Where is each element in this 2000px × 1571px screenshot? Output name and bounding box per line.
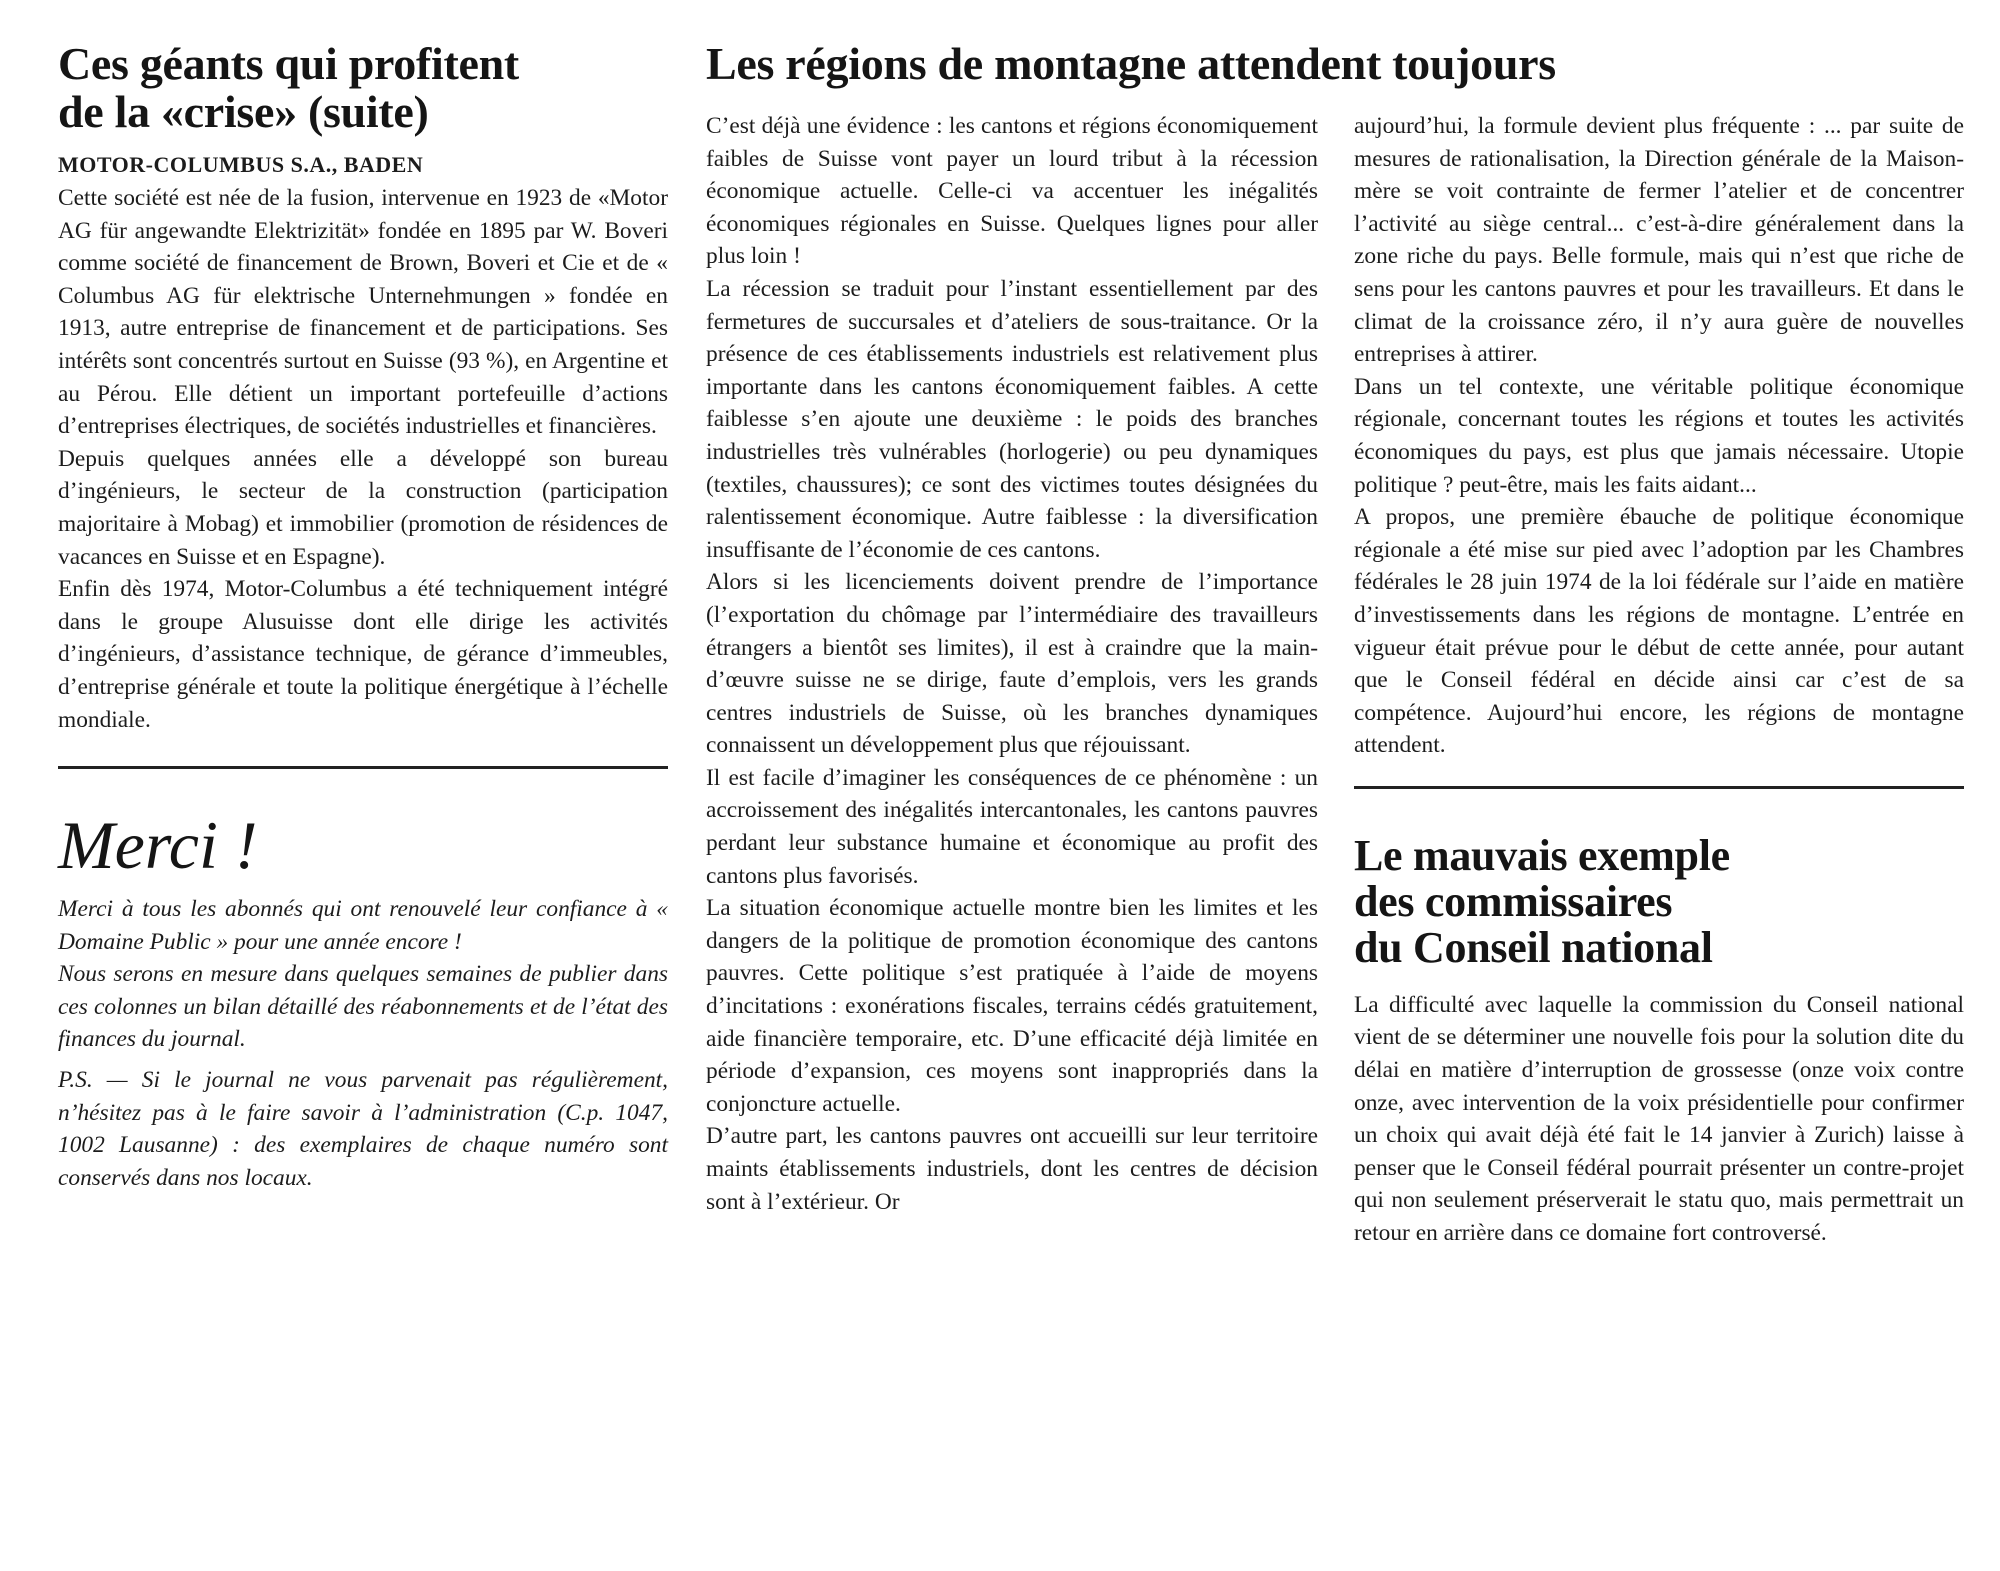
montagne-headline: Les régions de montagne attendent toujours (706, 38, 1556, 89)
montagne-paragraph-1: C’est déjà une évidence : les cantons et régions économiquement faibles de Suisse vont payer un lourd tribut à la récession économique actuelle. Celle-ci va accentuer les inégalités économiques régionales en Suisse. Quelques lignes pour aller plus loin ! (706, 113, 1318, 270)
conseil-paragraph: La difficulté avec laquelle la commission du Conseil national vient de se déterminer une nouvelle fois pour la solution dite du délai en matière d’interruption de grossesse (onze voix contre onze, avec intervention de la voix présidentielle pour confirmer un choix qui avait déjà été fait le 14 janvier à Zurich) laisse à penser que le Conseil fédéral pourrait présenter un contre-projet qui non seulement préserverait le statu quo, mais permettrait un retour en arrière dans ce domaine fort controversé. (1354, 991, 1964, 1247)
motor-columbus-subhead: MOTOR-COLUMBUS S.A., BADEN (58, 152, 424, 177)
merci-paragraph-2: Nous serons en mesure dans quelques semaines de publier dans ces colonnes un bilan détaillé des réabonnements et de l’état des finances du journal. (58, 961, 668, 1053)
geants-paragraph-3: Enfin dès 1974, Motor-Columbus a été techniquement intégré dans le groupe Alusuisse dont elle dirige les activités d’ingénieurs, d’assistance technique, de gérance d’immeubles, d’entreprise générale et toute la politique énergétique à l’échelle mondiale. (58, 576, 668, 733)
montagne-body-middle (706, 110, 1318, 1218)
conseil-headline-line1: Le mauvais exemple (1354, 830, 1730, 880)
geants-headline-line1: Ces géants qui profitent (58, 38, 519, 89)
merci-title: Merci ! (58, 807, 258, 884)
section-divider-left (58, 766, 668, 769)
geants-paragraph-2: Depuis quelques années elle a développé son bureau d’ingénieurs, le secteur de la construction (participation majoritaire à Mobag) et immobilier (promotion de résidences de vacances en Suisse et en Espagne). (58, 445, 668, 570)
merci-postscript: P.S. — Si le journal ne vous parvenait pas régulièrement, n’hésitez pas à le faire savoir à l’administration (C.p. 1047, 1002 Lausanne) : des exemplaires de chaque numéro sont conservés dans nos locaux. (58, 1067, 668, 1191)
montagne-paragraph-3: Alors si les licenciements doivent prendre de l’importance (l’exportation du chômage par l’intermédiaire des travailleurs étrangers a bientôt ses limites), il est à craindre que la main-d’œuvre suisse ne se dirige, faute d’emplois, vers les grands centres industriels de Suisse, où les branches dynamiques connaissent un développement plus que réjouissant. (706, 569, 1318, 759)
geants-headline-line2: de la «crise» (suite) (58, 86, 429, 137)
right-column (1354, 38, 1964, 1250)
montagne-paragraph-6: D’autre part, les cantons pauvres ont accueilli sur leur territoire maints établissements industriels, dont les centres de décision sont à l’extérieur. Or (706, 1123, 1318, 1215)
section-divider-right (1354, 786, 1964, 789)
conseil-headline-line2: des commissaires (1354, 876, 1673, 926)
montagne-paragraph-7: aujourd’hui, la formule devient plus fréquente : ... par suite de mesures de rationalisation, la Direction générale de la Maison-mère se voit contrainte de fermer l’atelier et de concentrer l’activité au siège central... c’est-à-dire généralement dans la zone riche du pays. Belle formule, mais qui n’est que riche de sens pour les cantons pauvres et pour les travailleurs. Et dans le climat de la croissance zéro, il n’y aura guère de nouvelles entreprises à attirer. (1354, 113, 1964, 368)
montagne-paragraph-9: A propos, une première ébauche de politique économique régionale a été mise sur pied avec l’adoption par les Chambres fédérales le 28 juin 1974 de la loi fédérale sur l’aide en matière d’investissements dans les régions de montagne. L’entrée en vigueur était prévue pour le début de cette année, pour autant que le Conseil fédéral en décide ainsi car c’est de sa compétence. Aujourd’hui encore, les régions de montagne attendent. (1354, 504, 1964, 759)
conseil-headline-line3: du Conseil national (1354, 922, 1713, 972)
montagne-paragraph-5: La situation économique actuelle montre bien les limites et les dangers de la politique de promotion économique des cantons pauvres. Cette politique s’est pratiquée à l’aide de moyens d’incitations : exonérations fiscales, terrains cédés gratuitement, aide financière temporaire, etc. D’une efficacité déjà limitée en période d’expansion, ces moyens sont inappropriés dans la conjoncture actuelle. (706, 895, 1318, 1117)
middle-column (706, 38, 1318, 1218)
montagne-body-right (1354, 110, 1964, 762)
merci-paragraph-1: Merci à tous les abonnés qui ont renouvelé leur confiance à « Domaine Public » pour une année encore ! (58, 896, 668, 955)
montagne-paragraph-2: La récession se traduit pour l’instant essentiellement par des fermetures de succursales et d’ateliers de sous-traitance. Or la présence de ces établissements industriels est relativement plus importante dans les cantons économiquement faibles. A cette faiblesse s’en ajoute une deuxième : le poids des branches industrielles très vulnérables (horlogerie) ou peu dynamiques (textiles, chaussures); ce sont des victimes toutes désignées du ralentissement économique. Autre faiblesse : la diversification insuffisante de l’économie de ces cantons. (706, 275, 1318, 563)
montagne-paragraph-4: Il est facile d’imaginer les conséquences de ce phénomène : un accroissement des inégalités intercantonales, les cantons pauvres perdant leur substance humaine et économique au profit des cantons plus favorisés. (706, 764, 1318, 889)
geants-headline (58, 40, 668, 136)
left-column (58, 38, 668, 1194)
montagne-paragraph-8: Dans un tel contexte, une véritable politique économique régionale, concernant toutes les régions et toutes les activités économiques du pays, est plus que jamais nécessaire. Utopie politique ? peut-être, mais les faits aidant... (1354, 373, 1964, 498)
conseil-headline (1354, 830, 1964, 972)
geants-paragraph-1: Cette société est née de la fusion, intervenue en 1923 de «Motor AG für angewandte Elektrizität» fondée en 1895 par W. Boveri comme société de financement de Brown, Boveri et Cie et de « Columbus AG für elektrische Unternehmungen » fondée en 1913, autre entreprise de financement et de participations. Ses intérêts sont concentrés surtout en Suisse (93 %), en Argentine et au Pérou. Elle détient un important portefeuille d’actions d’entreprises électriques, de sociétés industrielles et financières. (58, 185, 668, 440)
